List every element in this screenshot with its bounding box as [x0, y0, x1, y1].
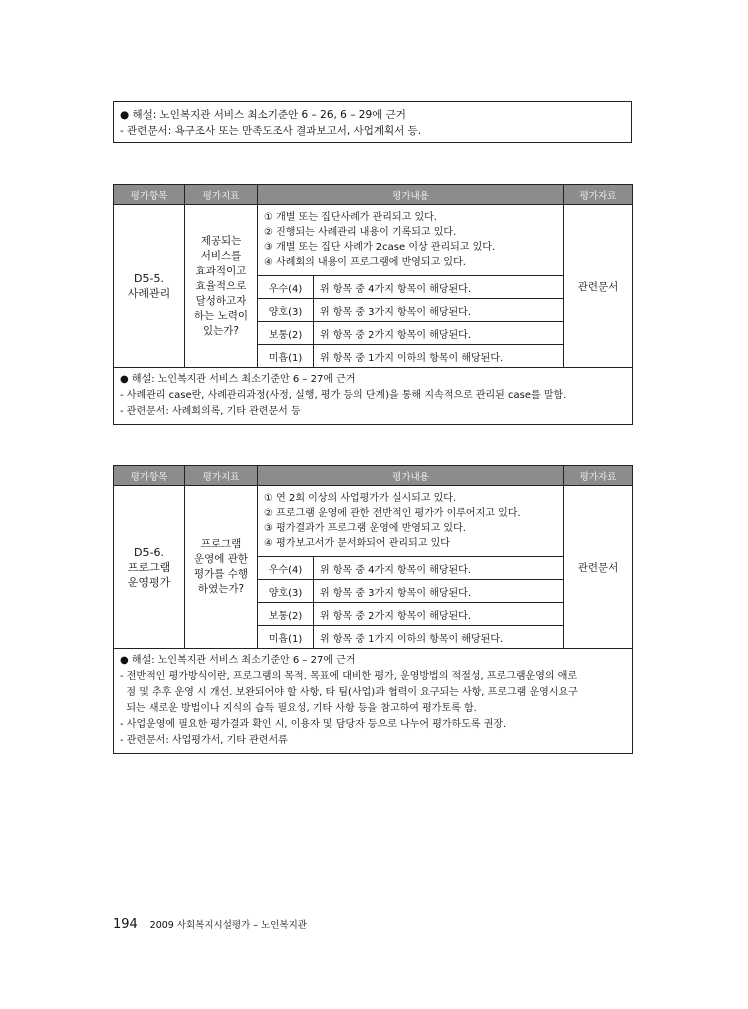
note-line: ● 해설: 노인복지관 서비스 최소기준안 6 – 26, 6 – 29에 근거	[120, 109, 406, 121]
item-cell	[114, 205, 185, 368]
header-item: 평가항목	[114, 185, 185, 205]
indicator-cell	[185, 205, 258, 368]
grade-average: 보통(2)	[258, 603, 314, 626]
criterion-poor: 위 항목 중 1가지 이하의 항목이 해당된다.	[314, 345, 564, 368]
item-name: 프로그램	[127, 560, 171, 574]
content-item: ① 연 2회 이상의 사업평가가 실시되고 있다.	[264, 493, 457, 504]
note-line: ● 해설: 노인복지관 서비스 최소기준안 6 – 27에 근거	[120, 655, 356, 666]
header-content: 평가내용	[258, 466, 564, 486]
indicator-line: 서비스를	[200, 249, 242, 262]
indicator-line: 운영에 관한	[193, 553, 249, 565]
content-item: ③ 개별 또는 집단 사례가 2case 이상 관리되고 있다.	[264, 242, 496, 253]
item-code: D5-5.	[134, 272, 164, 285]
content-item: ③ 평가결과가 프로그램 운영에 반영되고 있다.	[264, 523, 466, 534]
grade-excellent: 우수(4)	[258, 557, 314, 580]
criterion-good: 위 항목 중 3가지 항목이 해당된다.	[314, 299, 564, 322]
grade-good: 양호(3)	[258, 580, 314, 603]
note-line: - 사업운영에 필요한 평가결과 확인 시, 이용자 및 담당자 등으로 나누어 평가하도록 권장.	[120, 719, 507, 730]
note-line: ● 해설: 노인복지관 서비스 최소기준안 6 – 27에 근거	[120, 374, 356, 385]
doc-cell: 관련문서	[564, 486, 633, 649]
content-item: ② 진행되는 사례관리 내용이 기록되고 있다.	[264, 227, 457, 238]
criterion-excellent: 위 항목 중 4가지 항목이 해당된다.	[314, 557, 564, 580]
criterion-good: 위 항목 중 3가지 항목이 해당된다.	[314, 580, 564, 603]
content-item: ① 개별 또는 집단사례가 관리되고 있다.	[264, 212, 437, 223]
header-indicator: 평가지표	[185, 185, 258, 205]
content-item: ② 프로그램 운영에 관한 전반적인 평가가 이루어지고 있다.	[264, 508, 521, 519]
grade-good: 양호(3)	[258, 299, 314, 322]
page-number: 194	[113, 917, 138, 932]
grade-poor: 미흡(1)	[258, 345, 314, 368]
grade-average: 보통(2)	[258, 322, 314, 345]
content-list	[258, 486, 564, 557]
content-item: ④ 사례회의 내용이 프로그램에 반영되고 있다.	[264, 257, 466, 268]
indicator-line: 평가를 수행	[193, 568, 249, 580]
item-name: 운영평가	[127, 575, 171, 589]
note-cell	[114, 368, 633, 425]
note-line: - 전반적인 평가방식이란, 프로그램의 목적. 목표에 대비한 평가, 운영방법의 적절성, 프로그램운영의 애로	[120, 671, 578, 682]
evaluation-table-d5-5	[113, 184, 633, 425]
note-cell	[114, 649, 633, 754]
header-item: 평가항목	[114, 466, 185, 486]
criterion-excellent: 위 항목 중 4가지 항목이 해당된다.	[314, 276, 564, 299]
criterion-average: 위 항목 중 2가지 항목이 해당된다.	[314, 603, 564, 626]
item-cell	[114, 486, 185, 649]
header-doc: 평가자료	[564, 185, 633, 205]
note-line: 되는 새로운 방법이나 지식의 습득 필요성, 기타 사항 등을 참고하여 평가토록 함.	[120, 703, 477, 714]
grade-poor: 미흡(1)	[258, 626, 314, 649]
indicator-line: 효과적이고	[195, 264, 247, 277]
indicator-line: 효율적으로	[195, 279, 247, 292]
header-doc: 평가자료	[564, 466, 633, 486]
content-item: ④ 평가보고서가 문서화되어 관리되고 있다	[264, 538, 450, 549]
indicator-line: 제공되는	[200, 234, 242, 247]
item-name: 사례관리	[127, 287, 171, 300]
item-code: D5-6.	[134, 545, 164, 559]
footer-title: 2009 사회복지시설평가 – 노인복지관	[149, 920, 307, 931]
indicator-line: 프로그램	[200, 538, 242, 550]
doc-cell: 관련문서	[564, 205, 633, 368]
note-line: 점 및 추후 운영 시 개선. 보완되어야 할 사항, 타 팀(사업)과 협력이 요구되는 사항, 프로그램 운영시요구	[120, 687, 578, 698]
note-line: - 관련문서: 욕구조사 또는 만족도조사 결과보고서, 사업계획서 등.	[120, 125, 422, 137]
header-indicator: 평가지표	[185, 466, 258, 486]
indicator-line: 달성하고자	[195, 294, 247, 307]
indicator-line: 하는 노력이	[193, 309, 249, 322]
top-note-box	[113, 101, 632, 143]
indicator-cell	[185, 486, 258, 649]
criterion-average: 위 항목 중 2가지 항목이 해당된다.	[314, 322, 564, 345]
criterion-poor: 위 항목 중 1가지 이하의 항목이 해당된다.	[314, 626, 564, 649]
grade-excellent: 우수(4)	[258, 276, 314, 299]
indicator-line: 하였는가?	[197, 583, 245, 595]
page-footer	[113, 917, 307, 932]
header-content: 평가내용	[258, 185, 564, 205]
note-line: - 관련문서: 사업평가서, 기타 관련서류	[120, 735, 288, 746]
note-line: - 관련문서: 사례회의록, 기타 관련문서 등	[120, 406, 301, 417]
content-list	[258, 205, 564, 276]
note-line: - 사례관리 case란, 사례관리과정(사정, 실행, 평가 등의 단계)을 통해 지속적으로 관리된 case를 말함.	[120, 390, 567, 401]
evaluation-table-d5-6	[113, 465, 633, 754]
indicator-line: 있는가?	[202, 324, 239, 337]
